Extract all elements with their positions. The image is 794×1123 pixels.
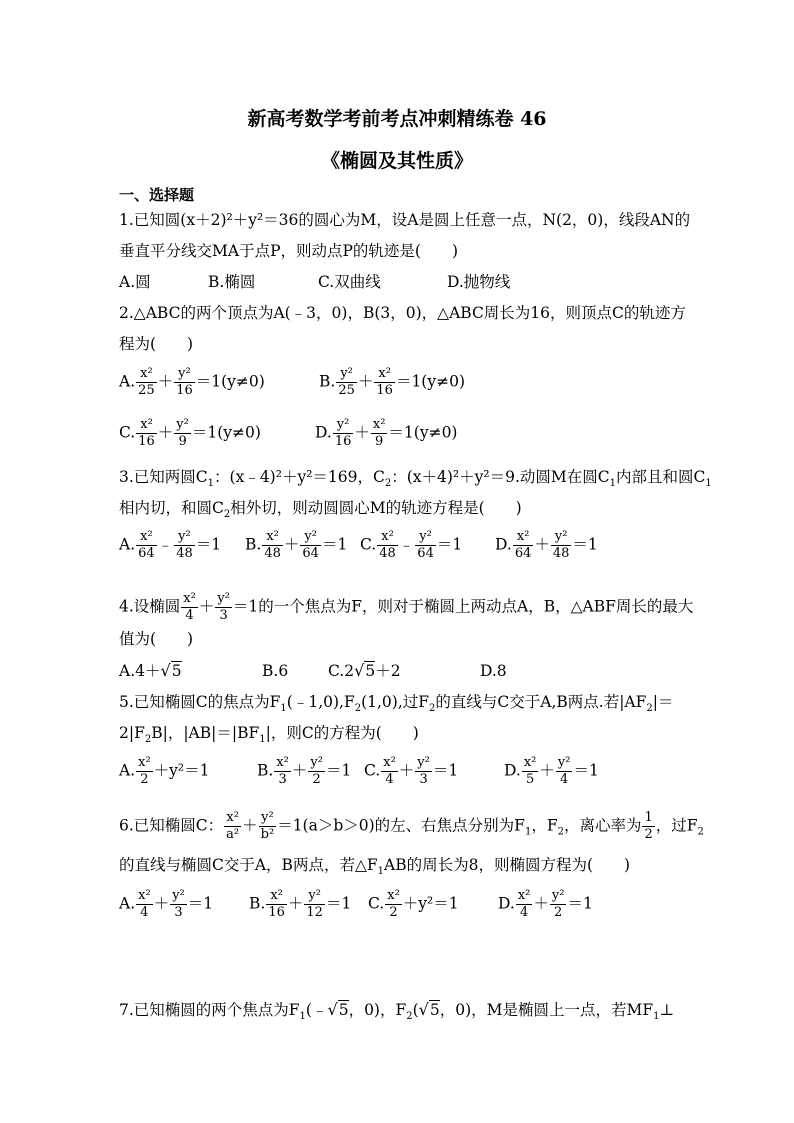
section-heading: 一、选择题 [119, 186, 195, 204]
q4-option-c: C.2√5＋2 [328, 661, 401, 680]
q1-line2: 垂直平分线交MA于点P，则动点P的轨迹是( ) [119, 242, 459, 260]
q6-line2: 的直线与椭圆C交于A，B两点，若$\triangle F_1AB$的周长为8，则椭圆方程为( ) [119, 856, 631, 878]
q2-line2: 程为( ) [119, 335, 194, 353]
q3-option-a: A. $\frac{\text{x²}}{64}$ ﹣ $\frac{\text{y²}}{48}$ ＝1 [119, 529, 222, 561]
q5-option-c: C. $\frac{\text{x²}}{4}$ ＋ $\frac{\text{y²}}{3}$ ＝1 [364, 755, 459, 787]
q6-option-d: D. $\frac{\text{x²}}{4}$ ＋ $\frac{\text{y²}}{2}$ ＝1 [498, 888, 593, 920]
q6-option-a: A. $\frac{\text{x²}}{4}$ ＋ $\frac{\text{y²}}{3}$ ＝1 [119, 888, 214, 920]
q5-line1: 5.已知椭圆C的焦点为$F_1(﹣1,0),F_2(1,0)$,过$F_2$的直线与C交于A,B两点.若$|AF_2|=$ [119, 693, 674, 715]
q6-option-c: C. $\frac{\text{x²}}{2}$ ＋y²＝1 [368, 888, 459, 920]
q1-option-a: A.圆 [119, 273, 151, 291]
q7-line1: 7.已知椭圆的两个焦点为$F_1(﹣√5$，0)，$F_2(√5$，0)，M是椭圆上一点，若$MF_1\perp$ [119, 1000, 675, 1023]
q2-option-d: D. $\frac{\text{y²}}{16}$ ＋ $\frac{\text{x²}}{9}$ ＝1(y≠0) [315, 417, 458, 449]
q4-option-a: A.4＋√5 [119, 661, 182, 680]
q4-option-b: B.6 [262, 662, 289, 680]
q3-line1: 3.已知两圆$C_1$：(x﹣4)²＋y²＝169，$C_2$：(x＋4)²＋y²＝9.动圆M在圆$C_1$内部且和圆$C_1$ [119, 468, 712, 490]
q5-line2: $2|F_2B|$，$|AB|=|BF_1|$，则C的方程为( ) [119, 724, 419, 746]
q4-line1: 4.设椭圆 $\frac{\text{x²}}{4}$ ＋ $\frac{\text{y²}}{3}$ ＝1的一个焦点为F，则对于椭圆上两动点A，B，△ABF周长的最大 [119, 591, 694, 623]
q4-line2: 值为( ) [119, 630, 194, 648]
q1-line1: 1.已知圆(x＋2)²＋y²＝36的圆心为M，设A是圆上任意一点，N(2，0)，线段AN的 [119, 211, 691, 229]
q3-option-c: C. $\frac{\text{x²}}{48}$ ﹣ $\frac{\text{y²}}{64}$ ＝1 [360, 529, 463, 561]
q6-line1: 6.已知椭圆C： $\frac{\text{x²}}{\text{a²}}$ ＋ $\frac{\text{y²}}{\text{b²}}$ ＝1(a＞b＞0)的左、右焦点分别为$F_1$，$F_2$，离心率为 $\frac{1}{2}$ ，过$F_2$ [119, 810, 704, 842]
q5-option-d: D. $\frac{\text{x²}}{5}$ ＋ $\frac{\text{y²}}{4}$ ＝1 [504, 755, 599, 787]
q2-option-c: C. $\frac{\text{x²}}{16}$ ＋ $\frac{\text{y²}}{9}$ ＝1(y≠0) [119, 417, 261, 449]
q2-option-b: B. $\frac{\text{y²}}{25}$ ＋ $\frac{\text{x²}}{16}$ ＝1(y≠0) [319, 366, 465, 398]
q5-option-b: B. $\frac{\text{x²}}{3}$ ＋ $\frac{\text{y²}}{2}$ ＝1 [257, 755, 352, 787]
q2-option-a: A. $\frac{\text{x²}}{25}$ ＋ $\frac{\text{y²}}{16}$ ＝1(y≠0) [119, 366, 265, 398]
q3-option-d: D. $\frac{\text{x²}}{64}$ ＋ $\frac{\text{y²}}{48}$ ＝1 [495, 529, 598, 561]
q1-option-b: B.椭圆 [208, 273, 256, 291]
q1-option-d: D.抛物线 [447, 273, 511, 291]
q2-line1: 2.△ABC的两个顶点为A(﹣3，0)，B(3，0)，△ABC周长为16，则顶点C的轨迹方 [119, 304, 686, 322]
page-title: 新高考数学考前考点冲刺精练卷 46 [247, 108, 547, 130]
q6-option-b: B. $\frac{\text{x²}}{16}$ ＋ $\frac{\text{y²}}{12}$ ＝1 [249, 888, 352, 920]
q1-option-c: C.双曲线 [318, 273, 381, 291]
q3-option-b: B. $\frac{\text{x²}}{48}$ ＋ $\frac{\text{y²}}{64}$ ＝1 [245, 529, 348, 561]
page-subtitle: 《椭圆及其性质》 [320, 150, 473, 172]
q3-line2: 相内切，和圆$C_2$相外切，则动圆圆心M的轨迹方程是( ) [119, 499, 522, 521]
q4-option-d: D.8 [480, 662, 507, 680]
q5-option-a: A. $\frac{\text{x²}}{2}$ ＋y²＝1 [119, 755, 210, 787]
